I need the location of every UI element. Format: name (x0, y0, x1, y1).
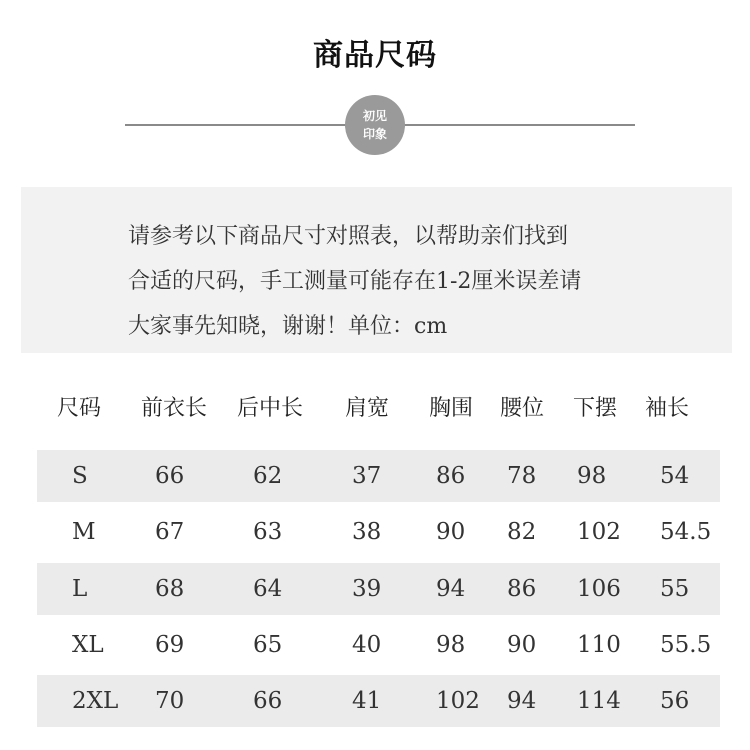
cell-size: M (72, 519, 96, 545)
cell-shoulder: 37 (352, 463, 382, 489)
cell-hem: 98 (577, 463, 607, 489)
cell-shoulder: 40 (352, 632, 382, 658)
cell-hem: 110 (577, 632, 621, 658)
cell-back-length: 64 (253, 576, 283, 602)
cell-front-length: 69 (155, 632, 185, 658)
cell-back-length: 62 (253, 463, 283, 489)
cell-sleeve: 54 (660, 463, 690, 489)
note-line-1: 请参考以下商品尺寸对照表，以帮助亲们找到 (128, 224, 569, 249)
cell-waist: 78 (507, 463, 537, 489)
cell-front-length: 67 (155, 519, 185, 545)
cell-size: S (72, 463, 88, 489)
cell-hem: 102 (577, 519, 621, 545)
header-chest: 胸围 (429, 396, 474, 421)
cell-back-length: 65 (253, 632, 283, 658)
badge-line-1: 初见 (362, 109, 387, 123)
cell-hem: 114 (577, 688, 621, 714)
header-shoulder: 肩宽 (345, 396, 390, 421)
cell-size: L (72, 576, 88, 602)
header-back-length: 后中长 (237, 396, 304, 421)
cell-front-length: 66 (155, 463, 185, 489)
cell-front-length: 70 (155, 688, 185, 714)
cell-chest: 94 (436, 576, 466, 602)
cell-chest: 102 (436, 688, 480, 714)
cell-chest: 90 (436, 519, 466, 545)
cell-shoulder: 39 (352, 576, 382, 602)
cell-sleeve: 56 (660, 688, 690, 714)
header-waist: 腰位 (500, 396, 545, 421)
cell-waist: 86 (507, 576, 537, 602)
note-line-3: 大家事先知晓，谢谢！单位：cm (128, 314, 448, 339)
brand-badge (345, 95, 405, 155)
cell-shoulder: 38 (352, 519, 382, 545)
cell-back-length: 63 (253, 519, 283, 545)
header-size: 尺码 (57, 396, 102, 421)
cell-shoulder: 41 (352, 688, 382, 714)
cell-hem: 106 (577, 576, 621, 602)
badge-line-2: 印象 (362, 127, 387, 141)
cell-waist: 90 (507, 632, 537, 658)
cell-chest: 98 (436, 632, 466, 658)
cell-size: 2XL (72, 688, 119, 714)
header-front-length: 前衣长 (141, 396, 208, 421)
header-hem: 下摆 (573, 396, 618, 421)
cell-sleeve: 54.5 (660, 519, 712, 545)
cell-waist: 94 (507, 688, 537, 714)
cell-front-length: 68 (155, 576, 185, 602)
cell-back-length: 66 (253, 688, 283, 714)
header-sleeve: 袖长 (645, 396, 690, 421)
page-title: 商品尺码 (313, 38, 437, 73)
cell-chest: 86 (436, 463, 466, 489)
cell-sleeve: 55.5 (660, 632, 712, 658)
note-line-2: 合适的尺码，手工测量可能存在1-2厘米误差请 (128, 269, 582, 294)
cell-size: XL (72, 632, 104, 658)
cell-waist: 82 (507, 519, 537, 545)
cell-sleeve: 55 (660, 576, 690, 602)
